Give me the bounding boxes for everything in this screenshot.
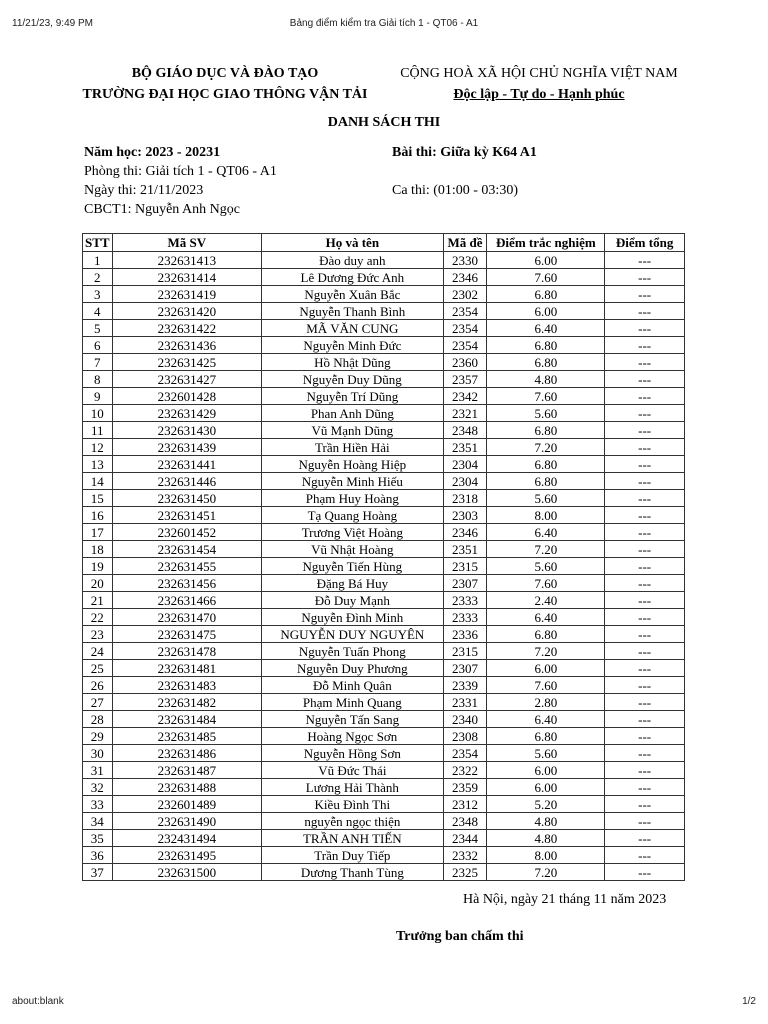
- cell-exam-code: 2318: [443, 490, 487, 507]
- cell-total-score: ---: [605, 320, 685, 337]
- cell-student-id: 232631500: [112, 864, 262, 881]
- cell-exam-code: 2342: [443, 388, 487, 405]
- cell-total-score: ---: [605, 592, 685, 609]
- cell-student-id: 232631481: [112, 660, 262, 677]
- cell-mcq-score: 7.20: [487, 864, 605, 881]
- cell-total-score: ---: [605, 388, 685, 405]
- table-row: [83, 541, 685, 558]
- cell-full-name: Vũ Mạnh Dũng: [262, 422, 443, 439]
- cell-exam-code: 2312: [443, 796, 487, 813]
- table-row: [83, 609, 685, 626]
- cell-stt: 31: [83, 762, 113, 779]
- cell-total-score: ---: [605, 456, 685, 473]
- cell-mcq-score: 6.40: [487, 320, 605, 337]
- institution-block: [80, 63, 370, 105]
- cell-full-name: Đỗ Duy Mạnh: [262, 592, 443, 609]
- cell-full-name: TRẦN ANH TIẾN: [262, 830, 443, 847]
- cell-exam-code: 2336: [443, 626, 487, 643]
- cell-total-score: ---: [605, 541, 685, 558]
- cell-exam-code: 2332: [443, 847, 487, 864]
- cell-stt: 6: [83, 337, 113, 354]
- cell-full-name: Nguyễn Tiến Hùng: [262, 558, 443, 575]
- table-row: [83, 677, 685, 694]
- cell-student-id: 232431494: [112, 830, 262, 847]
- cell-exam-code: 2354: [443, 337, 487, 354]
- table-row: [83, 490, 685, 507]
- cell-exam-code: 2308: [443, 728, 487, 745]
- cell-student-id: 232631450: [112, 490, 262, 507]
- cell-total-score: ---: [605, 711, 685, 728]
- cell-exam-code: 2304: [443, 473, 487, 490]
- cell-mcq-score: 4.80: [487, 813, 605, 830]
- cell-exam-code: 2307: [443, 660, 487, 677]
- cell-mcq-score: 7.20: [487, 439, 605, 456]
- cell-total-score: ---: [605, 303, 685, 320]
- print-timestamp: 11/21/23, 9:49 PM: [12, 18, 93, 29]
- cell-full-name: Trần Hiền Hải: [262, 439, 443, 456]
- cell-exam-code: 2304: [443, 456, 487, 473]
- cell-total-score: ---: [605, 337, 685, 354]
- cell-mcq-score: 5.60: [487, 405, 605, 422]
- cell-exam-code: 2357: [443, 371, 487, 388]
- cell-student-id: 232631446: [112, 473, 262, 490]
- cell-total-score: ---: [605, 864, 685, 881]
- cell-mcq-score: 7.60: [487, 388, 605, 405]
- cell-total-score: ---: [605, 524, 685, 541]
- cell-stt: 11: [83, 422, 113, 439]
- cell-mcq-score: 5.60: [487, 745, 605, 762]
- place-and-date: Hà Nội, ngày 21 tháng 11 năm 2023: [463, 892, 667, 907]
- cell-mcq-score: 8.00: [487, 847, 605, 864]
- exam-info-right: [392, 143, 537, 200]
- table-row: [83, 558, 685, 575]
- cell-student-id: 232631439: [112, 439, 262, 456]
- cell-student-id: 232631482: [112, 694, 262, 711]
- cell-total-score: ---: [605, 779, 685, 796]
- cell-stt: 15: [83, 490, 113, 507]
- cell-total-score: ---: [605, 626, 685, 643]
- table-row: [83, 473, 685, 490]
- cell-mcq-score: 8.00: [487, 507, 605, 524]
- cell-mcq-score: 6.80: [487, 473, 605, 490]
- cell-mcq-score: 6.00: [487, 762, 605, 779]
- cell-full-name: Nguyễn Xuân Bắc: [262, 286, 443, 303]
- cell-total-score: ---: [605, 762, 685, 779]
- cell-student-id: 232601489: [112, 796, 262, 813]
- cell-full-name: Đào duy anh: [262, 252, 443, 269]
- national-motto: Độc lập - Tự do - Hạnh phúc: [453, 87, 625, 102]
- cell-total-score: ---: [605, 847, 685, 864]
- cell-mcq-score: 6.80: [487, 456, 605, 473]
- cell-mcq-score: 6.40: [487, 524, 605, 541]
- cell-exam-code: 2315: [443, 558, 487, 575]
- cell-stt: 4: [83, 303, 113, 320]
- cell-total-score: ---: [605, 473, 685, 490]
- cell-mcq-score: 6.40: [487, 711, 605, 728]
- cell-stt: 13: [83, 456, 113, 473]
- cell-stt: 32: [83, 779, 113, 796]
- cell-total-score: ---: [605, 558, 685, 575]
- cell-full-name: Nguyễn Duy Phương: [262, 660, 443, 677]
- cell-full-name: Hoàng Ngọc Sơn: [262, 728, 443, 745]
- cell-exam-code: 2354: [443, 320, 487, 337]
- cell-exam-code: 2333: [443, 592, 487, 609]
- cell-mcq-score: 6.00: [487, 303, 605, 320]
- table-row: [83, 864, 685, 881]
- cell-total-score: ---: [605, 643, 685, 660]
- cell-stt: 25: [83, 660, 113, 677]
- cell-full-name: Nguyễn Duy Dũng: [262, 371, 443, 388]
- cell-stt: 2: [83, 269, 113, 286]
- cell-full-name: Tạ Quang Hoàng: [262, 507, 443, 524]
- cell-student-id: 232601428: [112, 388, 262, 405]
- cell-full-name: Phạm Huy Hoàng: [262, 490, 443, 507]
- table-row: [83, 439, 685, 456]
- proctor-name: CBCT1: Nguyễn Anh Ngọc: [84, 202, 240, 217]
- table-row: [83, 405, 685, 422]
- table-row: [83, 388, 685, 405]
- cell-full-name: NGUYỄN DUY NGUYÊN: [262, 626, 443, 643]
- cell-full-name: Hồ Nhật Dũng: [262, 354, 443, 371]
- cell-mcq-score: 7.60: [487, 575, 605, 592]
- cell-mcq-score: 2.40: [487, 592, 605, 609]
- table-row: [83, 371, 685, 388]
- cell-full-name: Nguyễn Thanh Bình: [262, 303, 443, 320]
- cell-total-score: ---: [605, 286, 685, 303]
- cell-full-name: Nguyễn Hoàng Hiệp: [262, 456, 443, 473]
- cell-full-name: Trương Việt Hoàng: [262, 524, 443, 541]
- cell-mcq-score: 6.00: [487, 779, 605, 796]
- cell-mcq-score: 5.20: [487, 796, 605, 813]
- national-header-block: [380, 63, 698, 105]
- republic-name: CỘNG HOÀ XÃ HỘI CHỦ NGHĨA VIỆT NAM: [400, 66, 678, 81]
- cell-student-id: 232631486: [112, 745, 262, 762]
- cell-student-id: 232631441: [112, 456, 262, 473]
- cell-student-id: 232631484: [112, 711, 262, 728]
- table-row: [83, 762, 685, 779]
- cell-total-score: ---: [605, 813, 685, 830]
- table-row: [83, 745, 685, 762]
- table-row: [83, 694, 685, 711]
- signer-title: Trưởng ban chấm thi: [396, 929, 524, 944]
- cell-full-name: Nguyễn Tuấn Phong: [262, 643, 443, 660]
- cell-mcq-score: 6.00: [487, 252, 605, 269]
- cell-exam-code: 2307: [443, 575, 487, 592]
- cell-student-id: 232631466: [112, 592, 262, 609]
- cell-total-score: ---: [605, 830, 685, 847]
- cell-exam-code: 2346: [443, 269, 487, 286]
- cell-stt: 29: [83, 728, 113, 745]
- cell-full-name: Đặng Bá Huy: [262, 575, 443, 592]
- cell-stt: 8: [83, 371, 113, 388]
- cell-mcq-score: 5.60: [487, 558, 605, 575]
- cell-mcq-score: 6.80: [487, 728, 605, 745]
- table-row: [83, 269, 685, 286]
- cell-mcq-score: 6.00: [487, 660, 605, 677]
- table-row: [83, 575, 685, 592]
- cell-stt: 17: [83, 524, 113, 541]
- cell-exam-code: 2302: [443, 286, 487, 303]
- cell-total-score: ---: [605, 507, 685, 524]
- cell-stt: 3: [83, 286, 113, 303]
- table-row: [83, 711, 685, 728]
- cell-exam-code: 2331: [443, 694, 487, 711]
- table-row: [83, 830, 685, 847]
- table-row: [83, 507, 685, 524]
- cell-student-id: 232631470: [112, 609, 262, 626]
- table-row: [83, 847, 685, 864]
- cell-exam-code: 2360: [443, 354, 487, 371]
- column-header-full-name: Họ và tên: [262, 234, 443, 252]
- column-header-stt: STT: [83, 234, 113, 252]
- cell-full-name: nguyễn ngọc thiện: [262, 813, 443, 830]
- cell-stt: 33: [83, 796, 113, 813]
- cell-full-name: Nguyễn Minh Đức: [262, 337, 443, 354]
- cell-full-name: Kiều Đình Thi: [262, 796, 443, 813]
- cell-exam-code: 2339: [443, 677, 487, 694]
- cell-total-score: ---: [605, 269, 685, 286]
- cell-exam-code: 2348: [443, 813, 487, 830]
- cell-total-score: ---: [605, 745, 685, 762]
- table-row: [83, 626, 685, 643]
- cell-student-id: 232631485: [112, 728, 262, 745]
- score-table: [82, 233, 685, 881]
- cell-stt: 1: [83, 252, 113, 269]
- table-row: [83, 337, 685, 354]
- cell-exam-code: 2348: [443, 422, 487, 439]
- column-header-total-score: Điểm tổng: [605, 234, 685, 252]
- cell-total-score: ---: [605, 422, 685, 439]
- cell-full-name: Lương Hải Thành: [262, 779, 443, 796]
- cell-mcq-score: 6.80: [487, 422, 605, 439]
- cell-stt: 9: [83, 388, 113, 405]
- cell-exam-code: 2346: [443, 524, 487, 541]
- document-title: DANH SÁCH THI: [327, 115, 441, 130]
- cell-total-score: ---: [605, 660, 685, 677]
- table-body: [83, 252, 685, 881]
- table-row: [83, 422, 685, 439]
- cell-student-id: 232631487: [112, 762, 262, 779]
- cell-full-name: Trần Duy Tiếp: [262, 847, 443, 864]
- cell-mcq-score: 5.60: [487, 490, 605, 507]
- cell-student-id: 232631454: [112, 541, 262, 558]
- cell-mcq-score: 7.20: [487, 643, 605, 660]
- cell-mcq-score: 4.80: [487, 830, 605, 847]
- cell-student-id: 232631429: [112, 405, 262, 422]
- table-row: [83, 456, 685, 473]
- cell-total-score: ---: [605, 405, 685, 422]
- cell-stt: 34: [83, 813, 113, 830]
- cell-stt: 10: [83, 405, 113, 422]
- table-row: [83, 286, 685, 303]
- cell-student-id: 232631451: [112, 507, 262, 524]
- table-row: [83, 660, 685, 677]
- cell-stt: 14: [83, 473, 113, 490]
- cell-exam-code: 2315: [443, 643, 487, 660]
- cell-exam-code: 2359: [443, 779, 487, 796]
- cell-stt: 28: [83, 711, 113, 728]
- cell-mcq-score: 6.80: [487, 354, 605, 371]
- cell-student-id: 232631436: [112, 337, 262, 354]
- cell-full-name: Dương Thanh Tùng: [262, 864, 443, 881]
- cell-full-name: MÃ VĂN CUNG: [262, 320, 443, 337]
- cell-exam-code: 2321: [443, 405, 487, 422]
- cell-full-name: Phạm Minh Quang: [262, 694, 443, 711]
- cell-stt: 35: [83, 830, 113, 847]
- cell-student-id: 232631430: [112, 422, 262, 439]
- cell-exam-code: 2333: [443, 609, 487, 626]
- cell-total-score: ---: [605, 677, 685, 694]
- cell-student-id: 232631414: [112, 269, 262, 286]
- table-row: [83, 252, 685, 269]
- cell-student-id: 232631490: [112, 813, 262, 830]
- cell-stt: 18: [83, 541, 113, 558]
- cell-full-name: Vũ Đức Thái: [262, 762, 443, 779]
- table-row: [83, 303, 685, 320]
- cell-stt: 12: [83, 439, 113, 456]
- ministry-name: BỘ GIÁO DỤC VÀ ĐÀO TẠO: [131, 66, 319, 81]
- cell-stt: 27: [83, 694, 113, 711]
- cell-full-name: Nguyễn Tấn Sang: [262, 711, 443, 728]
- cell-student-id: 232631495: [112, 847, 262, 864]
- table-row: [83, 813, 685, 830]
- cell-exam-code: 2325: [443, 864, 487, 881]
- cell-stt: 23: [83, 626, 113, 643]
- cell-mcq-score: 4.80: [487, 371, 605, 388]
- cell-stt: 22: [83, 609, 113, 626]
- cell-stt: 36: [83, 847, 113, 864]
- cell-mcq-score: 6.40: [487, 609, 605, 626]
- cell-stt: 37: [83, 864, 113, 881]
- cell-mcq-score: 6.80: [487, 626, 605, 643]
- cell-full-name: Nguyễn Đình Minh: [262, 609, 443, 626]
- column-header-exam-code: Mã đề: [443, 234, 487, 252]
- column-header-student-id: Mã SV: [112, 234, 262, 252]
- cell-total-score: ---: [605, 796, 685, 813]
- cell-total-score: ---: [605, 439, 685, 456]
- table-row: [83, 796, 685, 813]
- print-page-title: Bảng điểm kiểm tra Giải tích 1 - QT06 - A1: [289, 18, 479, 29]
- cell-total-score: ---: [605, 371, 685, 388]
- cell-total-score: ---: [605, 728, 685, 745]
- exam-shift: Ca thi: (01:00 - 03:30): [392, 183, 518, 198]
- cell-student-id: 232631420: [112, 303, 262, 320]
- cell-student-id: 232631488: [112, 779, 262, 796]
- cell-mcq-score: 7.20: [487, 541, 605, 558]
- cell-student-id: 232631455: [112, 558, 262, 575]
- exam-date: Ngày thi: 21/11/2023: [84, 183, 204, 198]
- cell-stt: 5: [83, 320, 113, 337]
- cell-stt: 24: [83, 643, 113, 660]
- cell-mcq-score: 2.80: [487, 694, 605, 711]
- cell-stt: 16: [83, 507, 113, 524]
- exam-name: Bài thi: Giữa kỳ K64 A1: [392, 145, 537, 160]
- cell-stt: 20: [83, 575, 113, 592]
- cell-total-score: ---: [605, 354, 685, 371]
- cell-exam-code: 2354: [443, 745, 487, 762]
- print-url: about:blank: [12, 996, 64, 1007]
- school-year: Năm học: 2023 - 20231: [84, 145, 221, 160]
- cell-exam-code: 2330: [443, 252, 487, 269]
- table-header-row: [83, 234, 685, 252]
- table-row: [83, 524, 685, 541]
- cell-student-id: 232631413: [112, 252, 262, 269]
- university-name: TRƯỜNG ĐẠI HỌC GIAO THÔNG VẬN TẢI: [82, 87, 368, 102]
- cell-student-id: 232631475: [112, 626, 262, 643]
- cell-exam-code: 2303: [443, 507, 487, 524]
- cell-mcq-score: 7.60: [487, 269, 605, 286]
- column-header-mcq-score: Điểm trắc nghiệm: [487, 234, 605, 252]
- exam-room: Phòng thi: Giải tích 1 - QT06 - A1: [84, 164, 277, 179]
- table-row: [83, 354, 685, 371]
- table-row: [83, 728, 685, 745]
- table-row: [83, 779, 685, 796]
- cell-full-name: Nguyễn Hồng Sơn: [262, 745, 443, 762]
- cell-student-id: 232631478: [112, 643, 262, 660]
- cell-full-name: Phan Anh Dũng: [262, 405, 443, 422]
- cell-total-score: ---: [605, 490, 685, 507]
- cell-student-id: 232631425: [112, 354, 262, 371]
- cell-total-score: ---: [605, 609, 685, 626]
- cell-full-name: Đỗ Minh Quân: [262, 677, 443, 694]
- cell-mcq-score: 7.60: [487, 677, 605, 694]
- cell-student-id: 232601452: [112, 524, 262, 541]
- cell-stt: 26: [83, 677, 113, 694]
- table-row: [83, 592, 685, 609]
- cell-exam-code: 2354: [443, 303, 487, 320]
- cell-stt: 7: [83, 354, 113, 371]
- cell-total-score: ---: [605, 575, 685, 592]
- cell-total-score: ---: [605, 252, 685, 269]
- cell-student-id: 232631427: [112, 371, 262, 388]
- table-row: [83, 320, 685, 337]
- exam-info-left: [84, 143, 277, 219]
- cell-student-id: 232631483: [112, 677, 262, 694]
- cell-stt: 30: [83, 745, 113, 762]
- cell-student-id: 232631456: [112, 575, 262, 592]
- cell-full-name: Nguyễn Minh Hiếu: [262, 473, 443, 490]
- cell-mcq-score: 6.80: [487, 286, 605, 303]
- cell-student-id: 232631422: [112, 320, 262, 337]
- cell-full-name: Nguyễn Trí Dũng: [262, 388, 443, 405]
- cell-exam-code: 2351: [443, 439, 487, 456]
- cell-exam-code: 2351: [443, 541, 487, 558]
- cell-stt: 19: [83, 558, 113, 575]
- cell-full-name: Lê Dương Đức Anh: [262, 269, 443, 286]
- table-row: [83, 643, 685, 660]
- cell-exam-code: 2340: [443, 711, 487, 728]
- cell-stt: 21: [83, 592, 113, 609]
- cell-total-score: ---: [605, 694, 685, 711]
- cell-exam-code: 2322: [443, 762, 487, 779]
- cell-full-name: Vũ Nhật Hoàng: [262, 541, 443, 558]
- print-page-number: 1/2: [742, 996, 756, 1007]
- cell-exam-code: 2344: [443, 830, 487, 847]
- cell-mcq-score: 6.80: [487, 337, 605, 354]
- cell-student-id: 232631419: [112, 286, 262, 303]
